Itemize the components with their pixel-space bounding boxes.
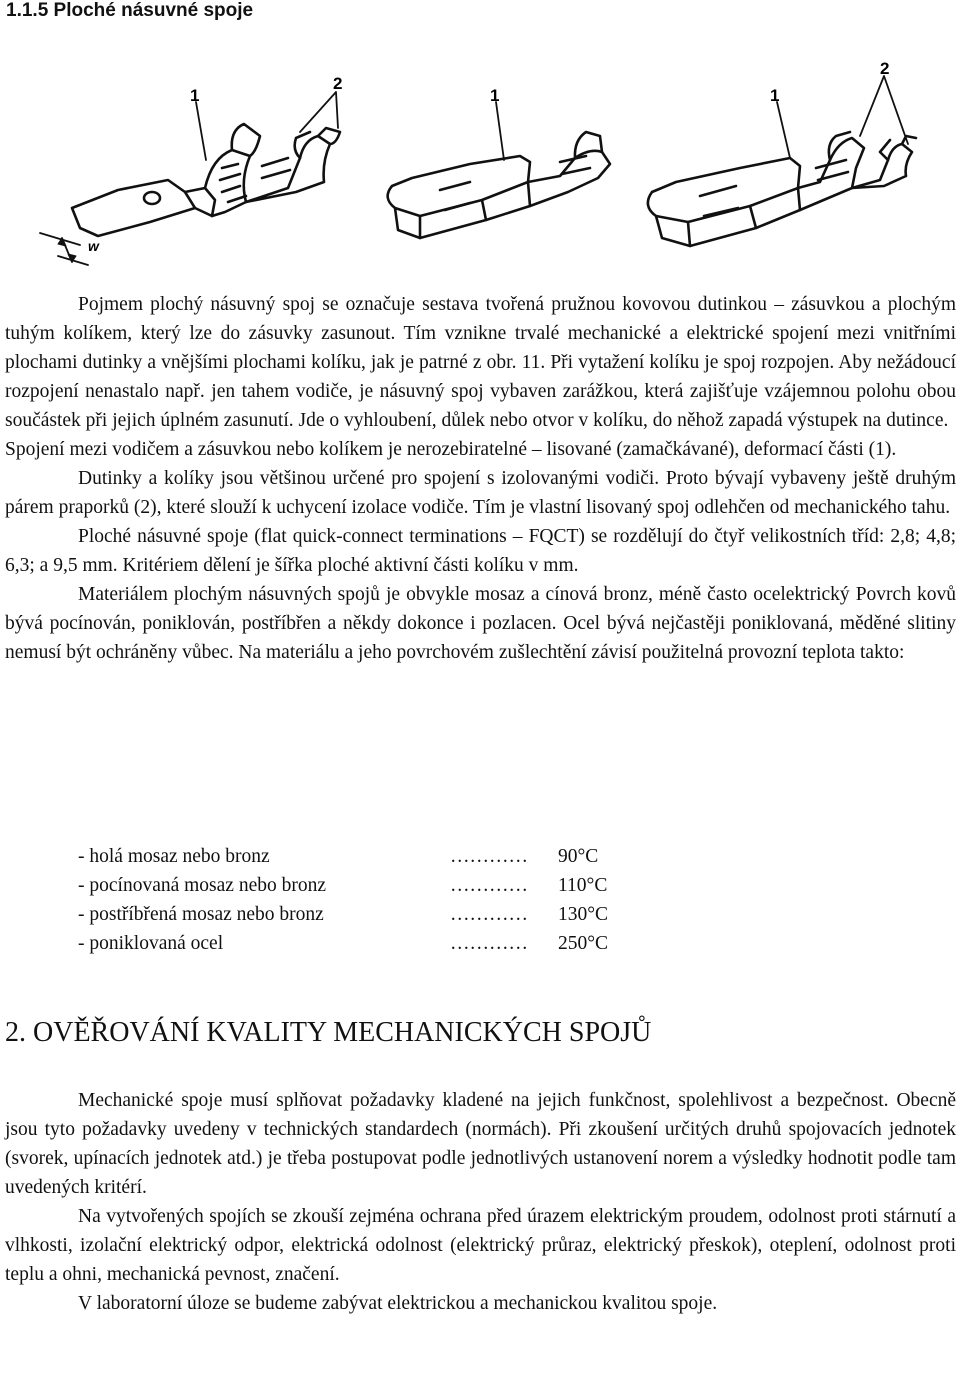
list-item (78, 842, 678, 871)
figure-label-1-left: 1 (190, 86, 200, 105)
paragraph: Pojmem plochý násuvný spoj se označuje sestava tvořená pružnou kovovou dutinkou – zásuvkou a plochým tuhým kolíkem, který lze do zásuvky zasunout. Tím vznikne trvalé mechanické a elektrické spojení mezi vnitřními plochami dutinky a vnějšími plochami kolíku, jak je patrné z obr. 11. Při vytažení kolíku je spoj rozpojen. Aby nežádoucí rozpojení nenastalo např. jen tahem vodiče, je násuvný spoj vybaven zarážkou, která zajišťuje vzájemnou polohu obou součástek při jejich úplném zasunutí. Jde o vyhloubení, důlek nebo otvor v kolíku, do něhož zapadá výstupek na dutince. (5, 294, 956, 431)
temperature-value: 110°C (558, 875, 608, 896)
temperature-value: 90°C (558, 846, 599, 867)
section-title: 1.1.5 Ploché násuvné spoje (6, 0, 254, 21)
list-item (78, 900, 678, 929)
dimension-label-w: w (88, 238, 99, 254)
temperature-value: 130°C (558, 904, 609, 925)
figure-label-2-right: 2 (880, 59, 890, 78)
material-name: - postříbřená mosaz nebo bronz (78, 904, 324, 925)
figure-label-1-middle: 1 (490, 86, 500, 105)
leader-dots: ………… (450, 904, 528, 925)
leader-dots: ………… (450, 875, 528, 896)
figure-label-2-left: 2 (333, 74, 343, 93)
list-item (78, 871, 678, 900)
chapter-title: 2. OVĚŘOVÁNÍ KVALITY MECHANICKÝCH SPOJŮ (5, 1017, 652, 1048)
paragraph: Mechanické spoje musí splňovat požadavky kladené na jejich funkčnost, spolehlivost a bezpečnost. Obecně jsou tyto požadavky uvedeny v technických standardech (normách). Při zkoušení určitých druhů spojovacích jednotek (svorek, upínacích jednotek atd.) je třeba postupovat podle jednotlivých ustanovení norem a výsledky hodnotit podle tam uvedených kritérí. (5, 1090, 956, 1198)
list-item (78, 929, 678, 958)
leader-dots: ………… (450, 933, 528, 954)
connector-drawing (0, 40, 960, 290)
paragraph: Spojení mezi vodičem a zásuvkou nebo kolíkem je nerozebiratelné – lisované (zamačkávané), deformací části (1). (5, 439, 897, 460)
temperature-list (78, 842, 678, 958)
receptacle-insulation-drawing (648, 132, 916, 246)
temperature-value: 250°C (558, 933, 609, 954)
paragraph: Ploché násuvné spoje (flat quick-connect terminations – FQCT) se rozdělují do čtyř velikostních tříd: 2,8; 4,8; 6,3; a 9,5 mm. Kritériem dělení je šířka ploché aktivní části kolíku v mm. (5, 526, 956, 576)
material-name: - poniklovaná ocel (78, 933, 224, 954)
paragraph: Dutinky a kolíky jsou většinou určené pro spojení s izolovanými vodiči. Proto bývají vybaveny ještě druhým párem praporků (2), které slouží k uchycení izolace vodiče. Tím je vlastní lisovaný spoj odlehčen od mechanického tahu. (5, 468, 956, 518)
receptacle-drawing (388, 132, 610, 238)
paragraph: V laboratorní úloze se budeme zabývat elektrickou a mechanickou kvalitou spoje. (78, 1293, 718, 1314)
leader-dots: ………… (450, 846, 528, 867)
paragraph: Na vytvořených spojích se zkouší zejména ochrana před úrazem elektrickým proudem, odolnost proti stárnutí a vlhkosti, izolační elektrický odpor, elektrická odolnost (elektrický průraz, elektrický přeskok), oteplení, odolnost proti teplu a ohni, mechanická pevnost, značení. (5, 1206, 956, 1285)
material-name: - pocínovaná mosaz nebo bronz (78, 875, 326, 896)
connector-figure (0, 40, 960, 290)
paragraph: Materiálem plochým násuvných spojů je obvykle mosaz a cínová bronz, méně často ocelektrický Povrch kovů bývá pocínován, poniklován, postříbřen a někdy dokonce i pozlacen. Ocel bývá nejčastěji poniklovaná, měděné slitiny nemusí být ochráněny vůbec. Na materiálu a jeho povrchovém zušlechtění závisí použitelná provozní teplota takto: (5, 584, 956, 663)
body-text-section-1 (5, 290, 956, 667)
body-text-section-2 (5, 1086, 956, 1318)
material-name: - holá mosaz nebo bronz (78, 846, 270, 867)
tab-connector-drawing (40, 124, 340, 265)
figure-label-1-right: 1 (770, 86, 780, 105)
